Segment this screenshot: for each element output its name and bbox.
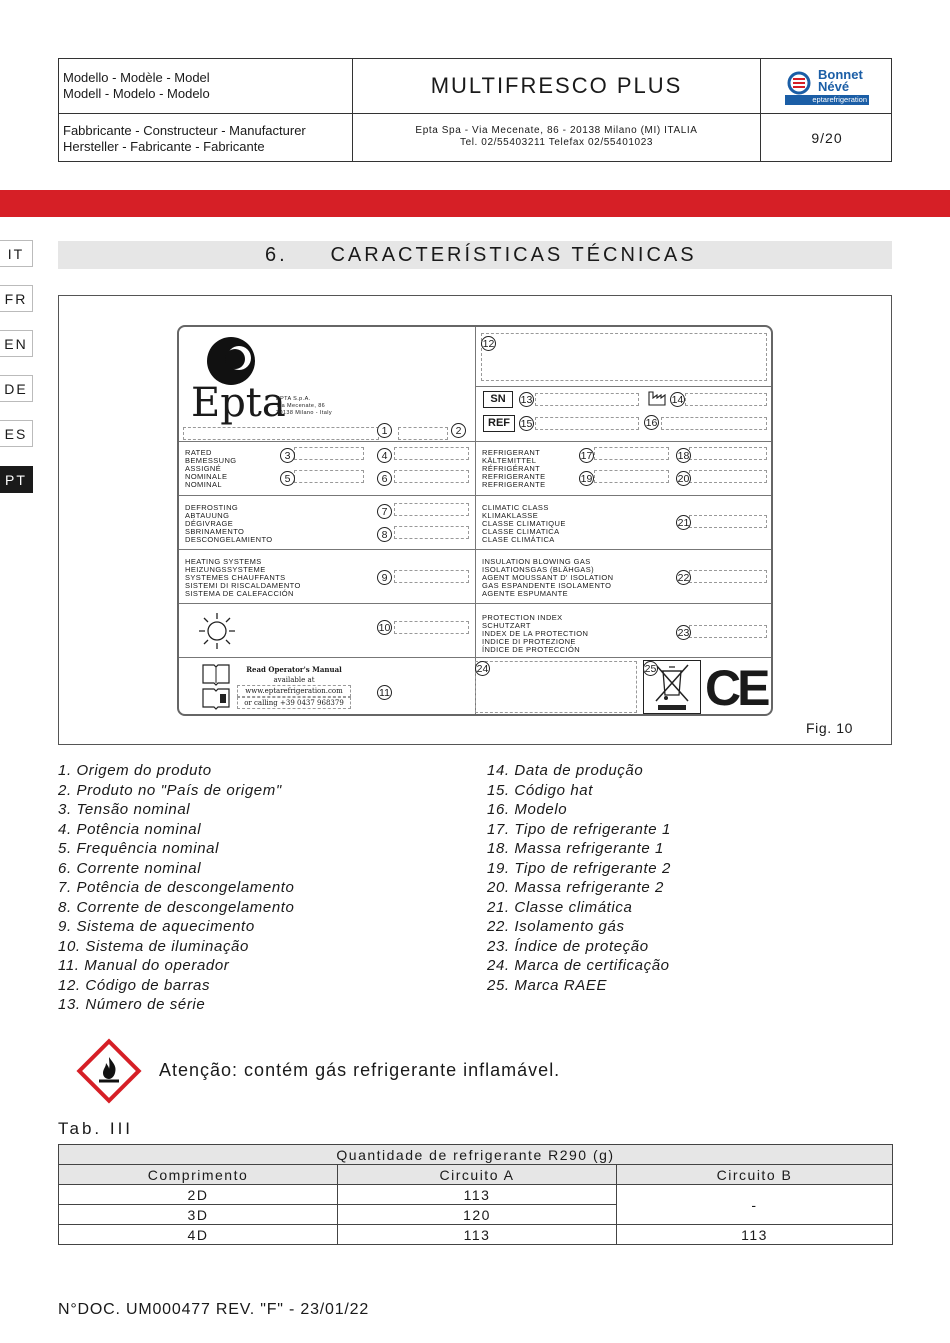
legend-item: 21. Classe climática xyxy=(487,898,633,916)
legend-item: 13. Número de série xyxy=(58,996,206,1013)
callout-8: 8 xyxy=(377,527,392,542)
production-date-icon xyxy=(647,389,667,407)
address-line2: Tel. 02/55403211 Telefax 02/55401023 xyxy=(459,137,654,148)
lang-tab-fr[interactable]: FR xyxy=(0,285,33,312)
legend-item: 6. Corrente nominal xyxy=(58,859,202,877)
manual-info: Read Operator's Manual available at www.eptarefrigeration.com or calling +39 0437 968379 xyxy=(237,665,351,709)
callout-5: 5 xyxy=(280,471,295,486)
document-footer: N°DOC. UM000477 REV. "F" - 23/01/22 xyxy=(58,1301,370,1318)
callout-10: 10 xyxy=(378,622,391,634)
legend-item: 23. Índice de proteção xyxy=(487,937,649,955)
rating-plate xyxy=(177,325,773,716)
legend-item: 16. Modelo xyxy=(487,801,568,818)
legend-item: 9. Sistema de aquecimento xyxy=(58,918,255,935)
callout-17: 17 xyxy=(580,450,593,462)
manufacturer-line2: Hersteller - Fabricante - Fabricante xyxy=(63,139,265,154)
legend-item: 4. Potência nominal xyxy=(58,820,202,838)
callout-25: 25 xyxy=(644,663,657,675)
ref-label: REF xyxy=(483,415,515,432)
callout-24: 24 xyxy=(476,663,489,675)
lang-tab-it[interactable]: IT xyxy=(0,240,33,267)
cell-circuit-a: 120 xyxy=(338,1205,617,1225)
callout-1: 1 xyxy=(377,423,392,438)
defrost-labels: DEFROSTING ABTAUUNG DÉGIVRAGE SBRINAMENTO DESCONGELAMIENTO xyxy=(185,503,273,544)
callout-6: 6 xyxy=(377,471,392,486)
legend-item: 22. Isolamento gás xyxy=(487,918,625,935)
company-line2: Via Mecenate, 86 xyxy=(276,403,326,409)
legend-item: 12. Código de barras xyxy=(58,976,211,994)
logo-neve: Névé xyxy=(818,79,850,94)
legend-item: 19. Tipo de refrigerante 2 xyxy=(487,859,671,877)
callout-18: 18 xyxy=(677,450,690,462)
manufacturer-line1: Fabbricante - Constructeur - Manufacturer xyxy=(63,123,306,138)
lamp-icon xyxy=(197,611,237,651)
cell-length: 3D xyxy=(59,1205,338,1225)
cell-circuit-a: 113 xyxy=(338,1185,617,1205)
bonnet-neve-logo xyxy=(785,65,885,109)
callout-14: 14 xyxy=(671,394,684,406)
header-circuit-a: Circuito A xyxy=(338,1165,617,1185)
refrigerant-table xyxy=(58,1144,893,1245)
ce-mark: CE xyxy=(705,660,767,716)
legend-item: 5. Frequência nominal xyxy=(58,840,220,857)
legend-item: 20. Massa refrigerante 2 xyxy=(487,879,664,896)
legend-left xyxy=(58,761,295,1015)
legend-item: 7. Potência de descongelamento xyxy=(58,879,295,896)
sn-label: SN xyxy=(483,391,513,408)
model-label-line1: Modello - Modèle - Model xyxy=(63,70,210,85)
callout-7: 7 xyxy=(377,504,392,519)
manufacturer-label xyxy=(63,123,306,155)
logo-epta: eptarefrigeration xyxy=(785,95,869,105)
lang-tab-pt[interactable]: PT xyxy=(0,466,33,493)
legend-item: 8. Corrente de descongelamento xyxy=(58,898,295,916)
callout-19: 19 xyxy=(580,473,593,485)
climatic-labels: CLIMATIC CLASS KLIMAKLASSE CLASSE CLIMATIQUE CLASSE CLIMATICA CLASE CLIMÁTICA xyxy=(482,503,566,544)
epta-company-info xyxy=(276,396,332,417)
callout-15: 15 xyxy=(520,418,533,430)
legend-item: 18. Massa refrigerante 1 xyxy=(487,840,664,857)
protection-labels: PROTECTION INDEX SCHUTZART INDEX DE LA PROTECTION INDICE DI PROTEZIONE ÍNDICE DE PROTECCIÓN xyxy=(482,613,589,654)
table-title: Quantidade de refrigerante R290 (g) xyxy=(59,1145,893,1165)
cell-length: 2D xyxy=(59,1185,338,1205)
epta-brand: Epta xyxy=(191,380,286,426)
figure-label: Fig. 10 xyxy=(806,720,853,736)
address-line1: Epta Spa - Via Mecenate, 86 - 20138 Milano (MI) ITALIA xyxy=(415,125,698,136)
insulation-labels: INSULATION BLOWING GAS ISOLATIONSGAS (BLÄHGAS) AGENT MOUSSANT D' ISOLATION GAS ESPANDENTE ISOLAMENTO AGENTE ESPUMANTE xyxy=(482,557,614,598)
table-header-row xyxy=(59,1165,893,1185)
legend-item: 3. Tensão nominal xyxy=(58,801,191,818)
red-band xyxy=(0,190,950,217)
callout-12: 12 xyxy=(482,338,495,350)
legend-item: 25. Marca RAEE xyxy=(487,976,608,994)
legend-item: 15. Código hat xyxy=(487,781,593,799)
page-number: 9/20 xyxy=(811,130,843,146)
callout-22: 22 xyxy=(677,572,690,584)
refrigerant-labels: REFRIGERANT KÄLTEMITTEL RÉFRIGÉRANT REFRIGERANTE REFRIGERANTE xyxy=(482,448,546,489)
table-row xyxy=(59,1185,893,1205)
product-title: MULTIFRESCO PLUS xyxy=(430,73,683,98)
lang-tab-de[interactable]: DE xyxy=(0,375,33,402)
model-label xyxy=(63,70,210,102)
company-line3: 20138 Milano - Italy xyxy=(276,410,332,416)
header-length: Comprimento xyxy=(59,1165,338,1185)
table-row xyxy=(59,1225,893,1245)
legend-item: 10. Sistema de iluminação xyxy=(58,937,249,955)
legend-item: 1. Origem do produto xyxy=(58,762,212,779)
callout-20: 20 xyxy=(677,473,690,485)
model-label-line2: Modell - Modelo - Modelo xyxy=(63,86,210,101)
table-caption: Tab. III xyxy=(58,1119,134,1138)
callout-11: 11 xyxy=(377,685,392,700)
callout-3: 3 xyxy=(280,448,295,463)
legend-item: 11. Manual do operador xyxy=(58,957,230,974)
lang-tab-en[interactable]: EN xyxy=(0,330,33,357)
callout-16: 16 xyxy=(645,417,658,429)
callout-21: 21 xyxy=(677,517,690,529)
flammable-warning-text: Atenção: contém gás refrigerante inflamável. xyxy=(159,1060,561,1080)
cell-circuit-a: 113 xyxy=(338,1225,617,1245)
company-line1: EPTA S.p.A. xyxy=(276,396,311,402)
callout-23: 23 xyxy=(677,627,690,639)
section-title-text: 6. CARACTERÍSTICAS TÉCNICAS xyxy=(265,244,697,266)
callout-13: 13 xyxy=(520,394,533,406)
document-header xyxy=(58,58,892,162)
lang-tab-es[interactable]: ES xyxy=(0,420,33,447)
cell-circuit-b: 113 xyxy=(617,1225,893,1245)
legend-item: 14. Data de produção xyxy=(487,762,644,779)
header-circuit-b: Circuito B xyxy=(617,1165,893,1185)
logo-bonnet: Bonnet xyxy=(818,67,863,82)
callout-9: 9 xyxy=(377,570,392,585)
heating-labels: HEATING SYSTEMS HEIZUNGSSYSTEME SYSTEMES CHAUFFANTS SISTEMI DI RISCALDAMENTO SISTEMA DE CALEFACCIÓN xyxy=(185,557,301,598)
cell-circuit-b-merged: - xyxy=(617,1185,893,1225)
manual-book-icon xyxy=(201,661,231,711)
cell-length: 4D xyxy=(59,1225,338,1245)
legend-item: 24. Marca de certificação xyxy=(487,957,670,974)
flammable-warning-icon xyxy=(75,1037,143,1105)
callout-2: 2 xyxy=(451,423,466,438)
table-title-row xyxy=(59,1145,893,1165)
legend-right xyxy=(487,761,671,995)
section-title xyxy=(58,241,892,269)
manufacturer-address xyxy=(353,125,760,149)
callout-4: 4 xyxy=(377,448,392,463)
legend-item: 17. Tipo de refrigerante 1 xyxy=(487,820,671,838)
legend-item: 2. Produto no "País de origem" xyxy=(58,781,282,799)
rated-labels: RATED BEMESSUNG ASSIGNÉ NOMINALE NOMINAL xyxy=(185,448,237,489)
